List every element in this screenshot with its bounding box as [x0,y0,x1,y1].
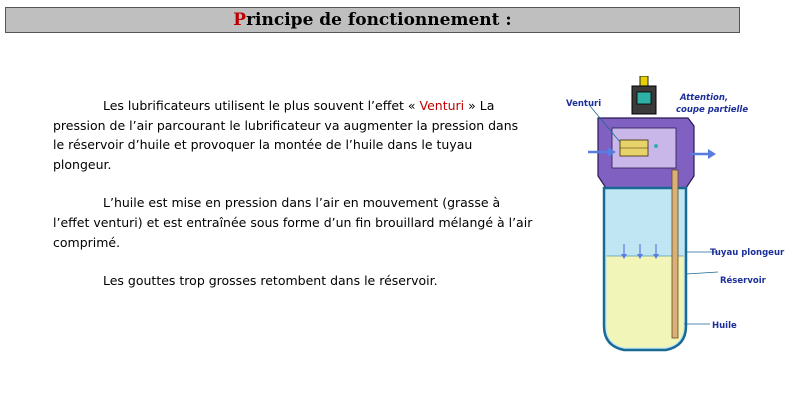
p1-after: » La pression de l’air parcourant le lubrificateur va augmenter la pression dans le réservoir d’huile et provoquer la montée de l’huile dans le tuyau plongeur. [53,98,519,172]
p1-before: Les lubrificateurs utilisent le plus souvent l’effet « [103,98,420,113]
body-text [53,96,533,310]
drip-drop [654,144,658,148]
label-attention-1: Attention, [680,93,729,103]
cap-nozzle [640,76,648,86]
section-title [5,7,740,33]
label-huile: Huile [712,321,737,331]
p2-text: L’huile est mise en pression dans l’air en mouvement (grasse à l’effet venturi) et est entraînée sous forme d’un fin brouillard mélangé à l’air comprimé. [53,195,533,250]
label-reservoir: Réservoir [720,276,766,286]
p3-text: Les gouttes trop grosses retombent dans le réservoir. [103,273,438,289]
dip-tube [672,170,678,338]
cap-window [637,92,651,104]
venturi-word: Venturi [419,98,465,113]
label-venturi: Venturi [566,99,602,109]
label-tuyau-plongeur: Tuyau plongeur [710,248,785,258]
title-rest: rincipe de fonctionnement : [246,10,512,30]
paragraph-pressure [53,193,533,252]
label-attention-2: coupe partielle [676,105,749,115]
paragraph-venturi [53,96,533,174]
lubricator-diagram [560,76,785,361]
title-first-letter: P [233,10,247,30]
paragraph-drops [53,271,533,291]
